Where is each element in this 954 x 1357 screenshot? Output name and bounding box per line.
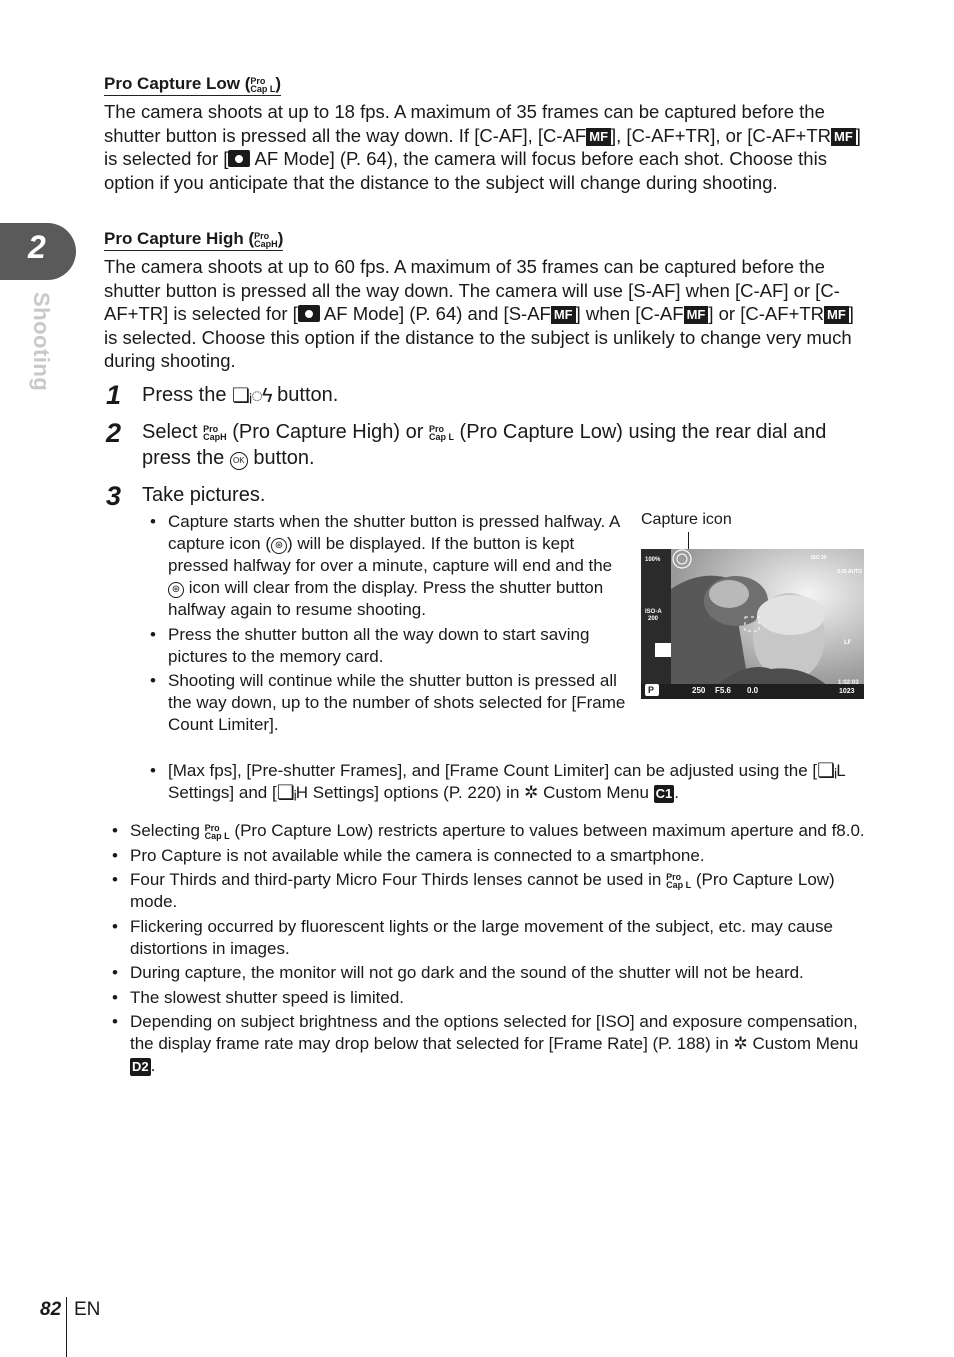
recording-time: 1:02:03 — [838, 680, 859, 686]
chapter-label-wrap — [24, 292, 54, 402]
custom-menu-c1-icon: C1 — [655, 786, 673, 801]
capture-icon-label: Capture icon — [641, 511, 732, 528]
pro-cap-l-icon: Pro Cap L — [666, 871, 692, 890]
list-item: • Four Thirds and third-party Micro Four Thirds lenses cannot be used in Pro Cap L (Pro Capture Low) mode. — [108, 869, 868, 913]
stabilizer-indicator: S-IS AUTO — [837, 569, 863, 575]
capture-icon: ⊛ — [271, 538, 287, 554]
list-item: • Depending on subject brightness and the options selected for [ISO] and exposure compensation, the display frame rate may drop below that selected for [Frame Rate] (P. 188) in ✲ Custom Menu D2 . — [108, 1011, 868, 1077]
sequential-shooting-icon: ❏ᵢ — [276, 782, 296, 804]
battery-level: 100% — [645, 557, 661, 563]
step-2-text: Select Pro CapH (Pro Capture High) or Pro Cap L (Pro Capture Low) using the rear dial and press the OK button. — [142, 421, 827, 469]
pro-cap-l-icon: Pro Cap L — [204, 822, 230, 841]
iso-label: ISO-A — [645, 609, 662, 615]
mf-icon: MF — [831, 128, 856, 146]
step-1-text: Press the ❏ᵢ◌ϟ button. — [142, 384, 339, 407]
heading-pro-capture-high: Pro Capture High (Pro CapH) — [104, 229, 283, 251]
photo-scene — [641, 549, 864, 699]
pro-capture-high-description: The camera shoots at up to 60 fps. A maximum of 35 frames can be captured before the shutter button is pressed all the way down. The camera will use [S-AF] when [C-AF] or [C-AF+TR] is selected for [ AF Mode] (P. 64) and [S-AF MF ] when [C-AF MF ] or [C-AF+TR MF ] is selected. Choose this option if the distance to the subject is unlikely to change very much during shooting. — [104, 256, 854, 371]
step-3-number: 3 — [106, 481, 122, 511]
step-1-number: 1 — [106, 380, 122, 410]
pro-capture-low-description: The camera shoots at up to 18 fps. A maximum of 35 frames can be captured before the shutter button is pressed all the way down. If [C-AF], [C-AF MF ], [C-AF+TR], or [C-AF+TR MF ] is selected for [ AF Mode] (P. 64), the camera will focus before each shot. Choose this option if you anticipate that the distance to the subject will change during shooting. — [104, 101, 861, 193]
list-item: • Capture starts when the shutter button is pressed halfway. A capture icon ( ⊛ ) will be displayed. If the button is kept pressed halfway for over a minute, capture will end and the ⊛ icon will clear from the display. Press the shutter button halfway again to resume shooting. — [146, 511, 626, 621]
step-3-bullets-wide — [146, 760, 866, 807]
list-item: • During capture, the monitor will not go dark and the sound of the shutter will not be heard. — [108, 962, 868, 984]
footer-divider — [66, 1297, 67, 1357]
language-label: EN — [74, 1299, 101, 1320]
chapter-tab — [0, 223, 76, 280]
step-2-number: 2 — [106, 418, 122, 448]
list-item: • Flickering occurred by fluorescent lights or the large movement of the subject, etc. may cause distortions in images. — [108, 916, 868, 960]
list-item: • Press the shutter button all the way down to start saving pictures to the memory card. — [146, 624, 626, 668]
mf-icon: MF — [824, 306, 849, 324]
pro-cap-h-icon: Pro CapH — [203, 423, 227, 442]
pro-cap-l-icon: Pro Cap L — [428, 423, 454, 442]
heading-pro-capture-low: Pro Capture Low (Pro Cap L) — [104, 74, 281, 96]
list-item: • The slowest shutter speed is limited. — [108, 987, 868, 1009]
list-item: • Shooting will continue while the shutter button is pressed all the way down, up to the number of shots selected for [Frame Count Limiter]. — [146, 670, 626, 736]
list-item: • Pro Capture is not available while the camera is connected to a smartphone. — [108, 845, 868, 867]
camera-icon — [298, 305, 320, 322]
mf-icon: MF — [551, 306, 576, 324]
sequential-shooting-icon: ❏ᵢ — [817, 760, 837, 782]
wifi-indicator: ISO 30 — [811, 555, 827, 561]
gear-icon: ✲ — [524, 783, 539, 802]
aperture: F5.6 — [715, 686, 732, 695]
camera-screen-photo — [641, 549, 864, 699]
gear-icon: ✲ — [733, 1034, 748, 1053]
notes-list — [108, 820, 868, 1080]
shots-remaining: 1023 — [839, 688, 855, 695]
mf-icon: MF — [586, 128, 611, 146]
list-item: • [Max fps], [Pre-shutter Frames], and [Frame Count Limiter] can be adjusted using the [❏ᵢL Settings] and [❏ᵢH Settings] options (P. 220) in ✲ Custom Menu C1 . — [146, 760, 866, 804]
step-3-bullets — [146, 511, 626, 739]
custom-menu-d2-icon: D2 — [132, 1059, 149, 1074]
shutter-speed: 250 — [692, 686, 706, 695]
camera-icon — [228, 150, 250, 167]
pro-cap-h-icon: Pro CapH — [254, 230, 278, 249]
ok-button-icon: OK — [230, 452, 248, 470]
chapter-number: 2 — [28, 229, 46, 265]
page-number: 82 — [40, 1299, 62, 1320]
list-item: • Selecting Pro Cap L (Pro Capture Low) restricts aperture to values between maximum aperture and f8.0. — [108, 820, 868, 842]
capture-icon: ⊛ — [168, 582, 184, 598]
exposure-compensation: 0.0 — [747, 686, 759, 695]
step-3-text: Take pictures. — [142, 484, 266, 506]
mf-icon: MF — [684, 306, 709, 324]
image-quality: LF — [844, 640, 852, 646]
chapter-label: Shooting — [29, 292, 54, 392]
drive-self-timer-flash-icon: ❏ᵢ◌ϟ — [232, 385, 272, 407]
iso-value: 200 — [648, 616, 659, 622]
pro-cap-l-icon: Pro Cap L — [250, 75, 276, 94]
shooting-mode: P — [648, 685, 655, 695]
